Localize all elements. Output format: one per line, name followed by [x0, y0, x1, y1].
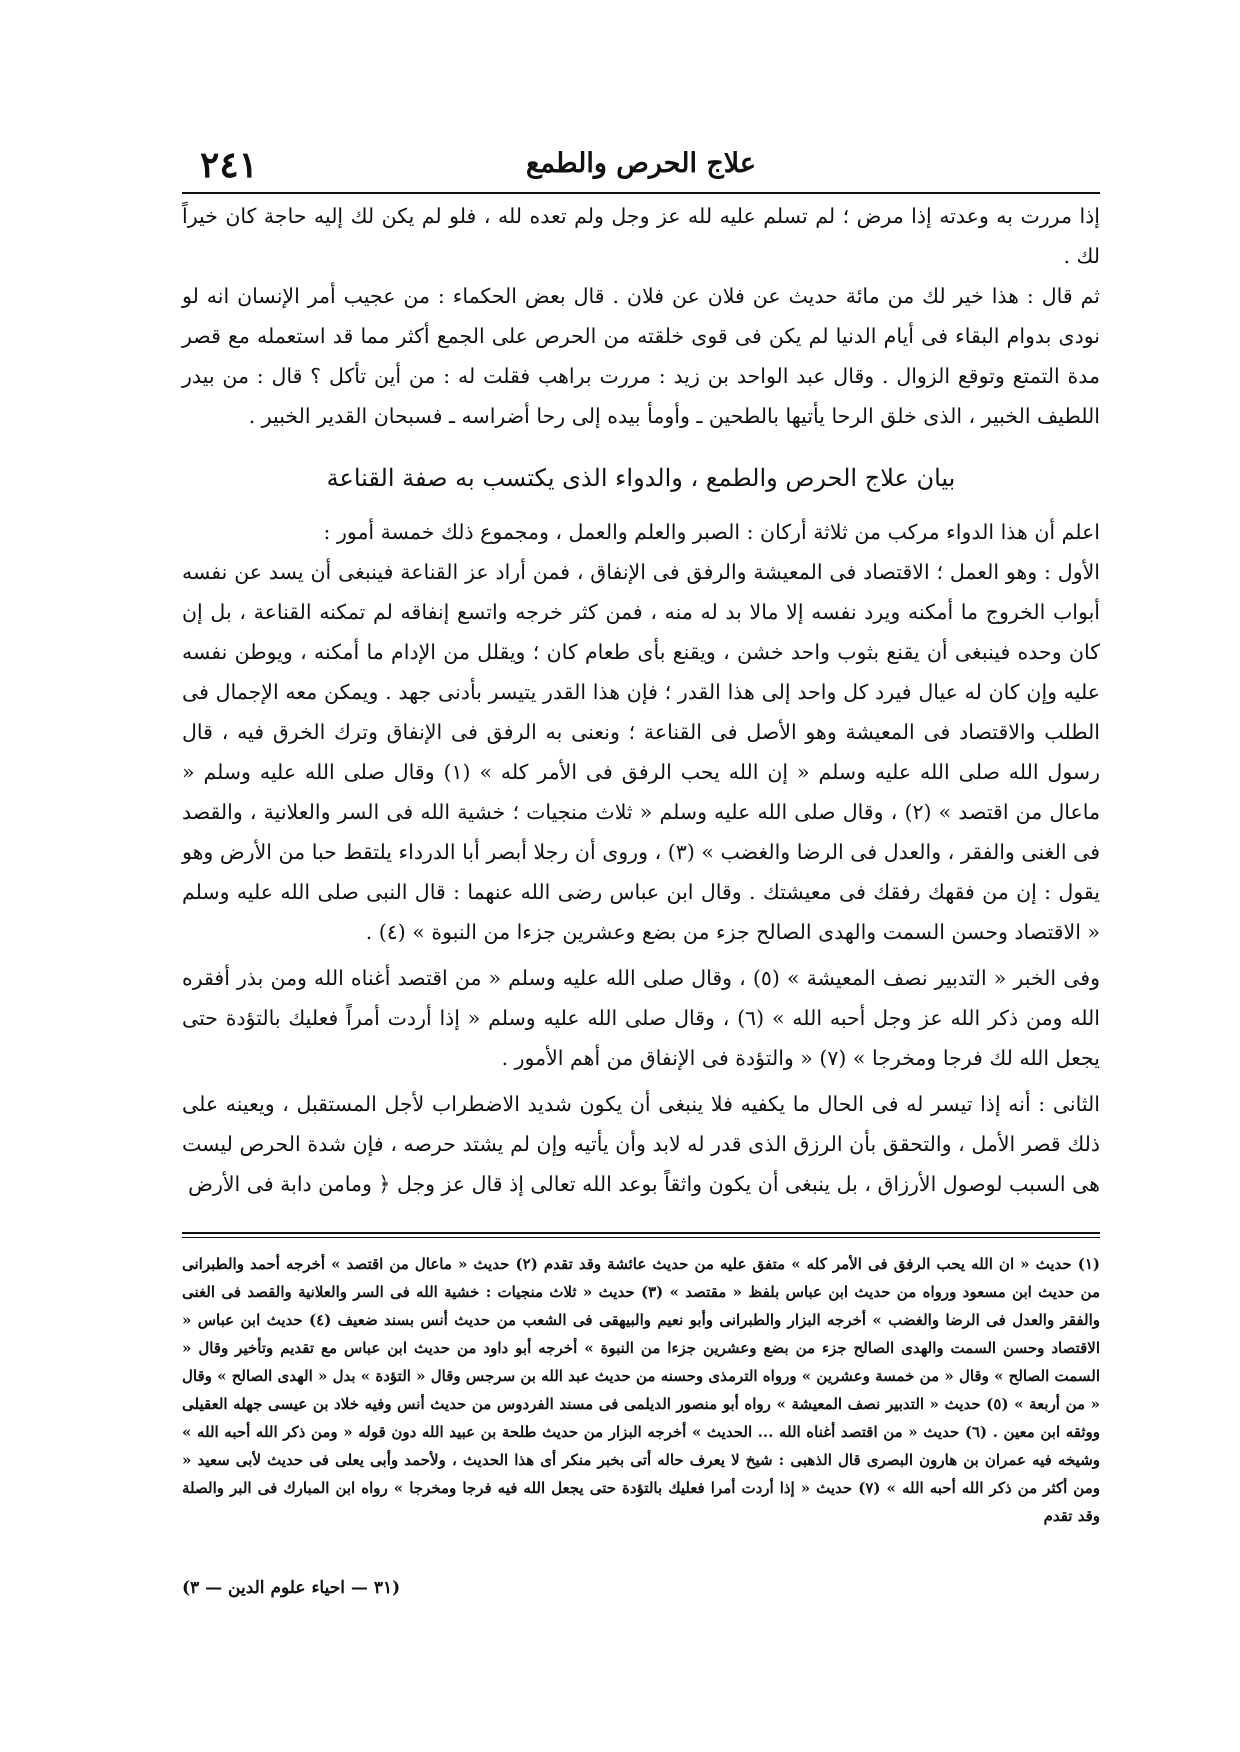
footnote-text: (١) حديث « ان الله يحب الرفق فى الأمر كله » متفق عليه من حديث عائشة وقد تقدم (٢) حديث « ماعال من اقتصد » أخرجه أحمد والطبرانى من حديث ابن مسعود ورواه من حديث ابن عباس بلفظ « مقتصد » (٣) حديث « ثلاث منجيات : خشية الله فى السر والعلانية والقصد فى الغنى والفقر والعدل فى الرضا والغضب » أخرجه البزار والطبرانى وأبو نعيم والبيهقى فى الشعب من حديث أنس بسند ضعيف (٤) حديث ابن عباس « الاقتصاد وحسن السمت والهدى الصالح جزء من بضع وعشرين جزءا من النبوة » أخرجه أبو داود من حديث ابن عباس مع تقديم وتأخير وقال « السمت الصالح » وقال « من خمسة وعشرين » ورواه الترمذى وحسنه من حديث عبد الله بن سرجس وقال « التؤدة » بدل « الهدى الصالح » وقال « من أربعة » (٥) حديث « التدبير نصف المعيشة » رواه أبو منصور الديلمى فى مسند الفردوس من حديث أنس وفيه خلاد بن عيسى جهله العقيلى ووثقه ابن معين . (٦) حديث « من اقتصد أغناه الله ... الحديث » أخرجه البزار من حديث طلحة بن عبيد الله دون قوله « ومن ذكر الله أحبه الله » وشيخه فيه عمران بن هارون البصرى قال الذهبى : شيخ لا يعرف حاله أتى بخبر منكر أى هذا الحديث ، ولأحمد وأبى يعلى فى حديث لأبى سعيد « ومن أكثر من ذكر الله أحبه الله » (٧) حديث « إذا أردت أمرا فعليك بالتؤدة حتى يجعل الله فيه فرجا ومخرجا » رواه ابن المبارك فى البر والصلة وقد تقدم [182, 1255, 1101, 1525]
section-heading: بيان علاج الحرص والطمع ، والدواء الذى يكتسب به صفة القناعة [326, 464, 956, 492]
main-text [182, 196, 1100, 1204]
footnote-rule-thin [182, 1237, 1100, 1238]
footnote-rule [182, 1232, 1100, 1234]
running-header [182, 140, 1100, 190]
paragraph: إذا مررت به وعدته إذا مرض ؛ لم تسلم عليه لله عز وجل ولم تعده لله ، فلو لم يكن لك إليه حاجة كان خيراً لك . [182, 204, 1100, 268]
running-title: علاج الحرص والطمع [525, 148, 757, 179]
paragraph: اعلم أن هذا الدواء مركب من ثلاثة أركان : الصبر والعلم والعمل ، ومجموع ذلك خمسة أمور : [323, 520, 1100, 544]
signature-line: (٣١ — احياء علوم الدين — ٣) [182, 1578, 401, 1598]
paragraph: الأول : وهو العمل ؛ الاقتصاد فى المعيشة والرفق فى الإنفاق ، فمن أراد عز القناعة فينبغى أن يسد عن نفسه أبواب الخروج ما أمكنه ويرد نفسه إلا مالا بد له منه ، فمن كثر خرجه واتسع إنفاقه لم تمكنه القناعة ، بل إن كان وحده فينبغى أن يقنع بثوب واحد خشن ، ويقنع بأى طعام كان ؛ ويقلل من الإدام ما أمكنه ، ويوطن نفسه عليه وإن كان له عيال فيرد كل واحد إلى هذا القدر ؛ فإن هذا القدر يتيسر بأدنى جهد . ويمكن معه الإجمال فى الطلب والاقتصاد فى المعيشة وهو الأصل فى القناعة ؛ ونعنى به الرفق فى الإنفاق وترك الخرق فيه ، قال رسول الله صلى الله عليه وسلم « إن الله يحب الرفق فى الأمر كله » (١) وقال صلى الله عليه وسلم « ماعال من اقتصد » (٢) ، وقال صلى الله عليه وسلم « ثلاث منجيات ؛ خشية الله فى السر والعلانية ، والقصد فى الغنى والفقر ، والعدل فى الرضا والغضب » (٣) ، وروى أن رجلا أبصر أبا الدرداء يلتقط حبا من الأرض وهو يقول : إن من فقهك رفقك فى معيشتك . وقال ابن عباس رضى الله عنهما : قال النبى صلى الله عليه وسلم « الاقتصاد وحسن السمت والهدى الصالح جزء من بضع وعشرين جزءا من النبوة » (٤) . [182, 560, 1100, 944]
paragraph: الثانى : أنه إذا تيسر له فى الحال ما يكفيه فلا ينبغى أن يكون شديد الاضطراب لأجل المستقبل ، ويعينه على ذلك قصر الأمل ، والتحقق بأن الرزق الذى قدر له لابد وأن يأتيه وإن لم يشتد حرصه ، فإن شدة الحرص ليست هى السبب لوصول الأرزاق ، بل ينبغى أن يكون واثقاً بوعد الله تعالى إذ قال عز وجل ﴿ ومامن دابة فى الأرض [182, 1092, 1100, 1196]
footnotes [182, 1250, 1100, 1530]
page-number: ٢٤١ [200, 144, 259, 186]
header-rule [182, 192, 1100, 194]
paragraph: وفى الخبر « التدبير نصف المعيشة » (٥) ، وقال صلى الله عليه وسلم « من اقتصد أغناه الله ومن بذر أفقره الله ومن ذكر الله عز وجل أحبه الله » (٦) ، وقال صلى الله عليه وسلم « إذا أردت أمراً فعليك بالتؤدة حتى يجعل الله لك فرجا ومخرجا » (٧) « والتؤدة فى الإنفاق من أهم الأمور . [182, 966, 1100, 1070]
paragraph: ثم قال : هذا خير لك من مائة حديث عن فلان عن فلان . قال بعض الحكماء : من عجيب أمر الإنسان انه لو نودى بدوام البقاء فى أيام الدنيا لم يكن فى قوى خلقته من الحرص على الجمع أكثر مما قد استعمله مع قصر مدة التمتع وتوقع الزوال . وقال عبد الواحد بن زيد : مررت براهب فقلت له : من أين تأكل ؟ قال : من بيدر اللطيف الخبير ، الذى خلق الرحا يأتيها بالطحين ـ وأومأ بيده إلى رحا أضراسه ـ فسبحان القدير الخبير . [182, 284, 1100, 428]
